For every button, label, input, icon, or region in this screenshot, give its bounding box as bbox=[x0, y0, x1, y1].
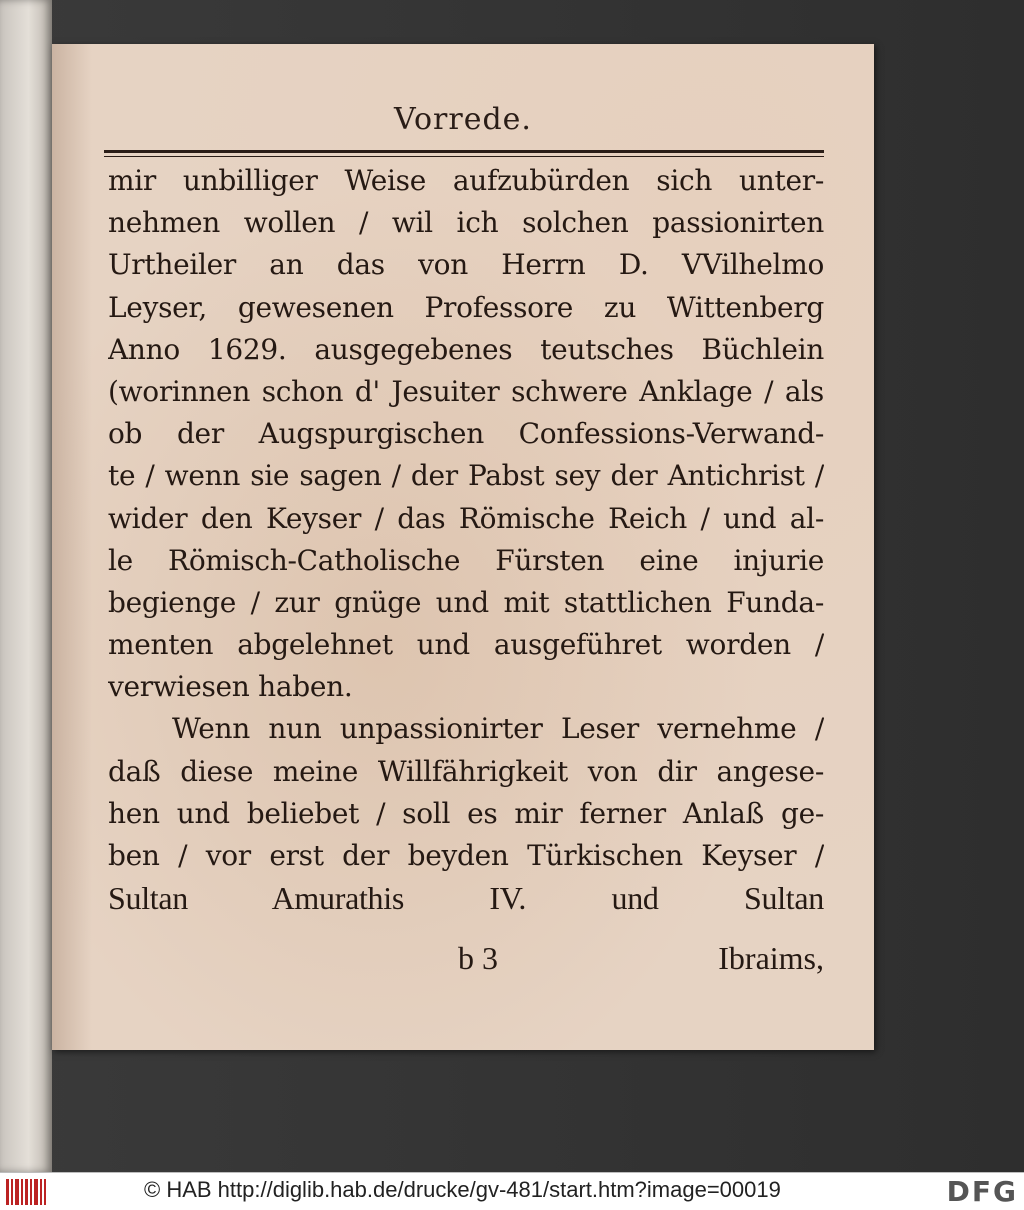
text-line: Wenn nun unpassionirter Leser vernehme / bbox=[172, 712, 824, 746]
facing-page-edge bbox=[0, 0, 52, 1172]
dfg-logo: DFG bbox=[946, 1175, 1018, 1208]
text-line: Sultan Amurathis IV. und Sultan bbox=[108, 880, 824, 917]
text-line: le Römisch-Catholische Fürsten eine injurie bbox=[108, 543, 824, 577]
head-rule bbox=[104, 150, 824, 153]
text-line: ben / vor erst der beyden Türkischen Keyser / bbox=[108, 839, 824, 872]
text-line: begienge / zur gnüge und mit stattlichen Funda- bbox=[108, 585, 824, 619]
text-line: menten abgelehnet und ausgeführet worden / bbox=[108, 628, 824, 662]
catchword: Ibraims, bbox=[718, 940, 824, 976]
text-line: wider den Keyser / das Römische Reich / und al- bbox=[108, 501, 824, 535]
text-line: hen und beliebet / soll es mir ferner Anlaß ge- bbox=[108, 796, 824, 830]
text-line: ob der Augspurgischen Confessions-Verwand- bbox=[108, 417, 824, 451]
footer-bar bbox=[0, 1172, 1024, 1210]
hab-barcode-logo-icon bbox=[6, 1179, 46, 1205]
text-line: Leyser, gewesenen Professore zu Wittenberg bbox=[108, 290, 824, 324]
text-line: Urtheiler an das von Herrn D. VVilhelmo bbox=[108, 248, 824, 282]
text-line: (worinnen schon d' Jesuiter schwere Anklage / als bbox=[108, 374, 824, 408]
copyright-link[interactable]: © HAB http://diglib.hab.de/drucke/gv-481/start.htm?image=00019 bbox=[144, 1177, 781, 1202]
text-line: Anno 1629. ausgegebenes teutsches Büchlein bbox=[108, 332, 824, 366]
text-line: verwiesen haben. bbox=[108, 670, 353, 704]
running-head: Vorrede. bbox=[394, 102, 532, 137]
text-line: daß diese meine Willfährigkeit von dir angese- bbox=[108, 754, 824, 788]
head-rule-thin bbox=[104, 156, 824, 157]
text-line: te / wenn sie sagen / der Pabst sey der Antichrist / bbox=[108, 459, 824, 493]
catch-line bbox=[108, 940, 824, 982]
book-page bbox=[52, 44, 874, 1050]
text-line: mir unbilliger Weise aufzubürden sich unter- bbox=[108, 164, 824, 197]
text-block bbox=[108, 160, 824, 919]
signature-mark: b 3 bbox=[458, 940, 498, 976]
text-line: nehmen wollen / wil ich solchen passionirten bbox=[108, 206, 824, 240]
